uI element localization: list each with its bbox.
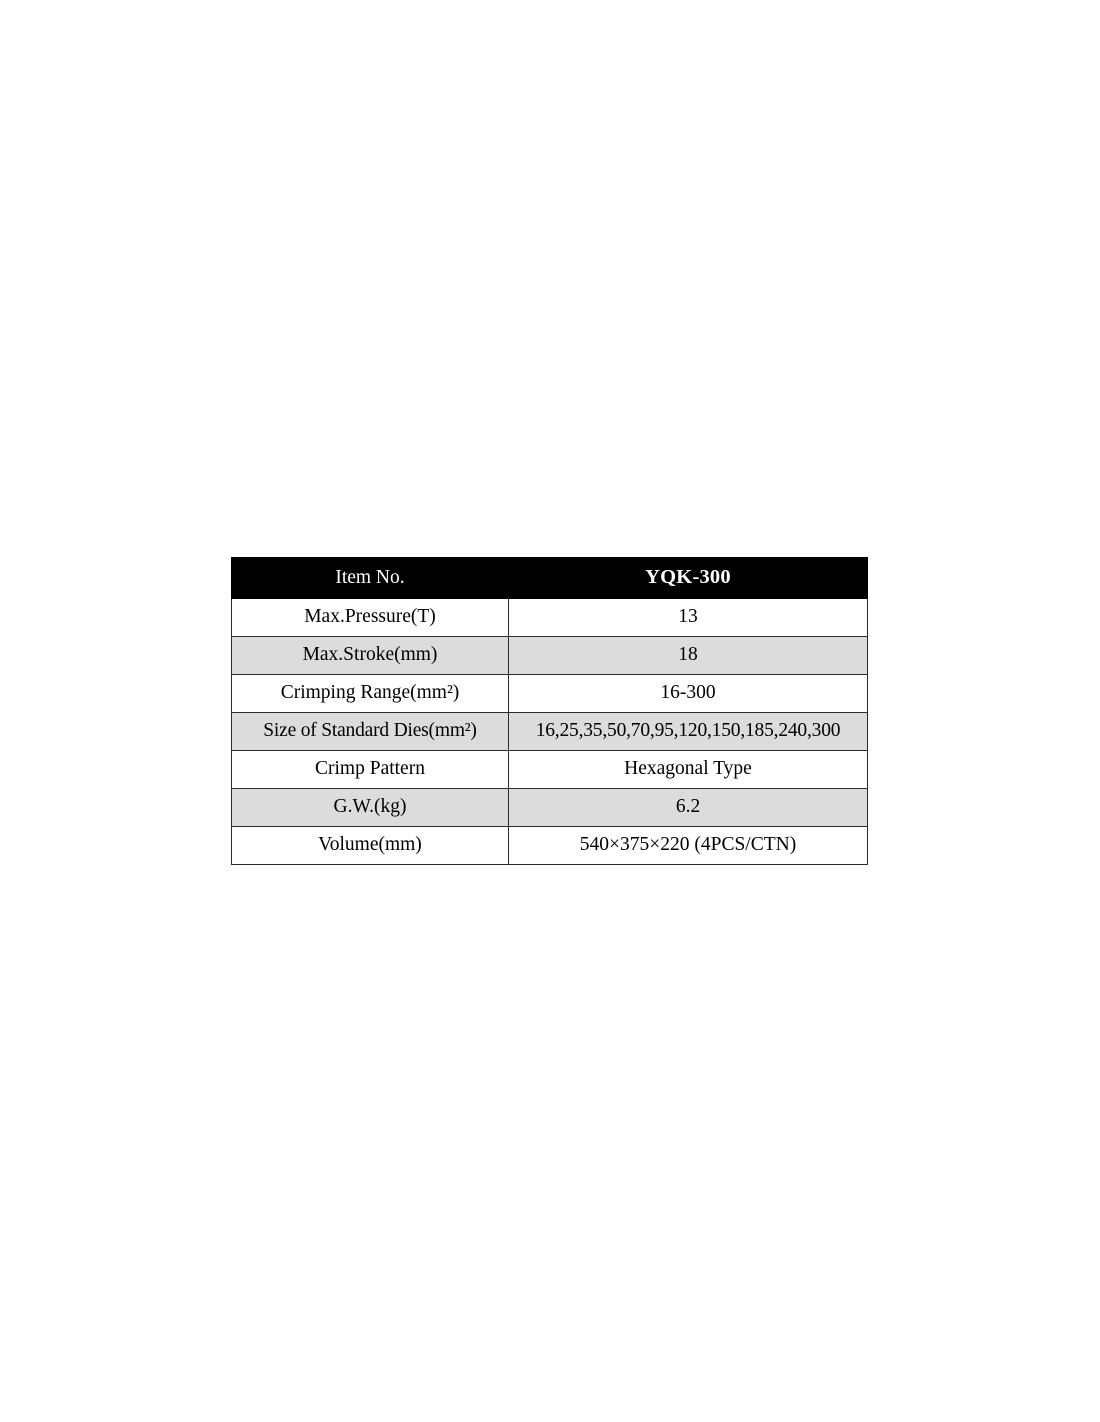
row-value-crimping-range: 16-300 <box>509 675 868 713</box>
row-label-standard-dies: Size of Standard Dies(mm²) <box>232 713 509 751</box>
table-row <box>232 713 868 751</box>
table-row <box>232 789 868 827</box>
row-value-volume: 540×375×220 (4PCS/CTN) <box>509 827 868 865</box>
header-cell-model: YQK-300 <box>509 558 868 599</box>
row-label-max-pressure: Max.Pressure(T) <box>232 599 509 637</box>
table-row <box>232 675 868 713</box>
row-label-volume: Volume(mm) <box>232 827 509 865</box>
row-value-max-stroke: 18 <box>509 637 868 675</box>
row-label-crimping-range: Crimping Range(mm²) <box>232 675 509 713</box>
row-value-gross-weight: 6.2 <box>509 789 868 827</box>
row-value-standard-dies: 16,25,35,50,70,95,120,150,185,240,300 <box>509 713 868 751</box>
table-row <box>232 827 868 865</box>
header-cell-item-no: Item No. <box>232 558 509 599</box>
table-row <box>232 751 868 789</box>
row-label-max-stroke: Max.Stroke(mm) <box>232 637 509 675</box>
row-value-max-pressure: 13 <box>509 599 868 637</box>
table-row <box>232 637 868 675</box>
table-row <box>232 599 868 637</box>
row-label-gross-weight: G.W.(kg) <box>232 789 509 827</box>
specification-table-container <box>231 557 867 865</box>
row-label-crimp-pattern: Crimp Pattern <box>232 751 509 789</box>
specification-table <box>231 557 868 865</box>
table-header-row <box>232 558 868 599</box>
row-value-crimp-pattern: Hexagonal Type <box>509 751 868 789</box>
